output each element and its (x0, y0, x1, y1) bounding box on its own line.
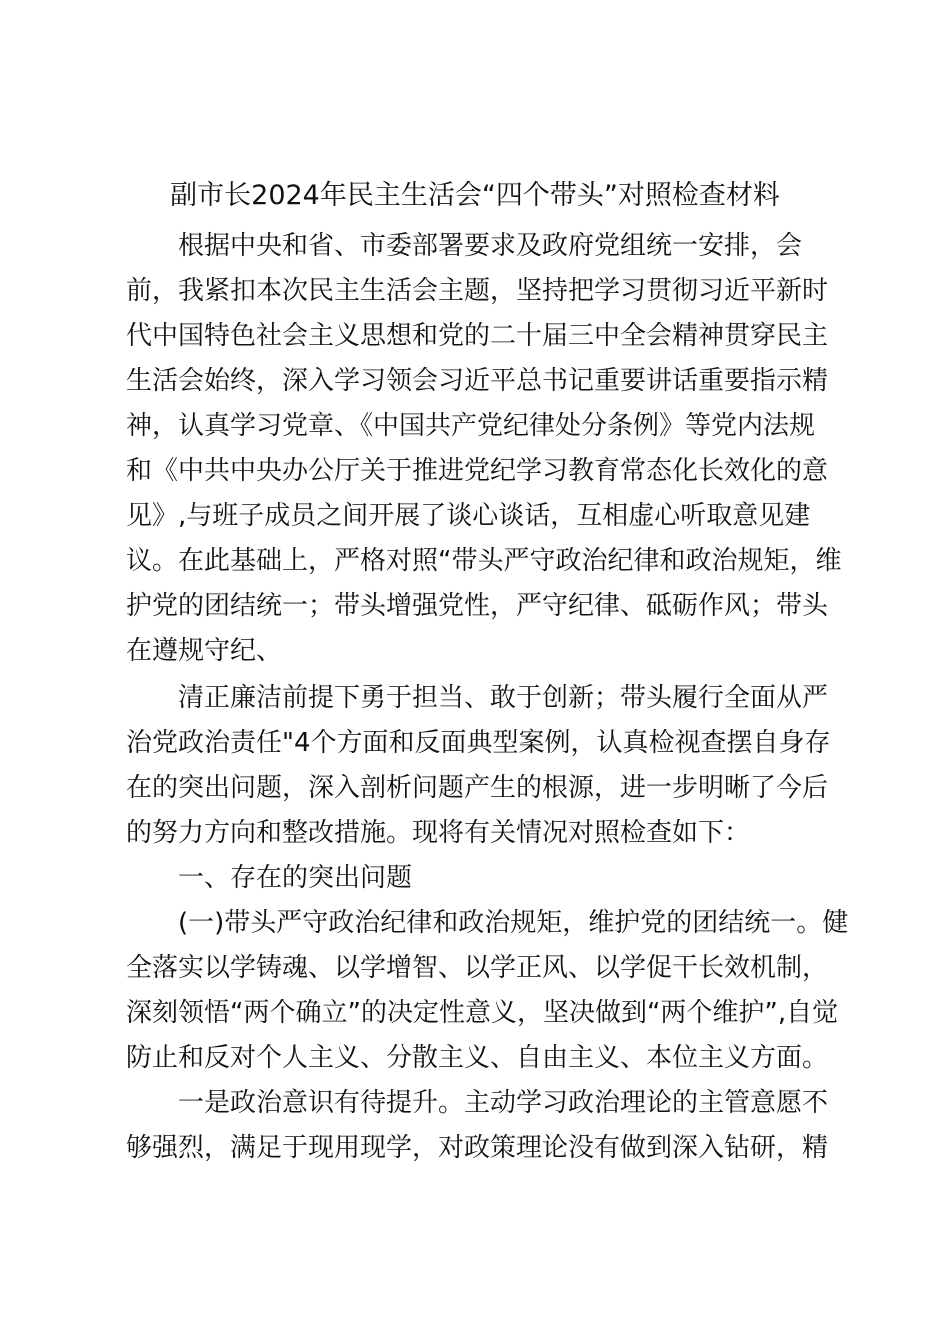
paragraph-1-line-1: 根据中央和省、市委部署要求及政府党组统一安排，会 (178, 231, 803, 261)
paragraph-1-line-8: 议。在此基础上，严格对照“带头严守政治纪律和政治规矩，维 (126, 546, 842, 576)
paragraph-2-line-3: 在的突出问题，深入剖析问题产生的根源，进一步明晰了今后 (126, 773, 829, 803)
paragraph-1-line-4: 生活会始终，深入学习领会习近平总书记重要讲话重要指示精 (126, 366, 829, 396)
paragraph-1-line-2: 前，我紧扣本次民主生活会主题，坚持把学习贯彻习近平新时 (126, 276, 829, 306)
paragraph-2-line-4: 的努力方向和整改措施。现将有关情况对照检查如下： (126, 818, 751, 848)
paragraph-1-line-5: 神，认真学习党章、《中国共产党纪律处分条例》等党内法规 (126, 411, 816, 441)
paragraph-2-line-2: 治党政治责任"4个方面和反面典型案例，认真检视查摆自身存 (126, 728, 831, 758)
paragraph-3-line-3: 深刻领悟“两个确立”的决定性意义，坚决做到“两个维护”,自觉 (126, 998, 839, 1028)
paragraph-4-line-2: 够强烈，满足于现用现学，对政策理论没有做到深入钻研，精 (126, 1133, 829, 1163)
paragraph-1-line-9: 护党的团结统一；带头增强党性，严守纪律、砥砺作风；带头 (126, 591, 829, 621)
paragraph-3-line-2: 全落实以学铸魂、以学增智、以学正风、以学促干长效机制， (126, 953, 829, 983)
paragraph-1-line-7: 见》,与班子成员之间开展了谈心谈话，互相虚心听取意见建 (126, 501, 811, 531)
paragraph-4-line-1: 一是政治意识有待提升。主动学习政治理论的主管意愿不 (178, 1088, 829, 1118)
paragraph-1-line-6: 和《中共中央办公厅关于推进党纪学习教育常态化长效化的意 (126, 456, 829, 486)
paragraph-1-line-3: 代中国特色社会主义思想和党的二十届三中全会精神贯穿民主 (126, 321, 829, 351)
paragraph-1-line-10: 在遵规守纪、 (126, 636, 283, 666)
paragraph-3-line-4: 防止和反对个人主义、分散主义、自由主义、本位主义方面。 (126, 1043, 829, 1073)
paragraph-2-line-1: 清正廉洁前提下勇于担当、敢于创新；带头履行全面从严 (178, 683, 829, 713)
section-heading: 一、存在的突出问题 (178, 863, 413, 893)
paragraph-3-line-1: (一)带头严守政治纪律和政治规矩，维护党的团结统一。健 (178, 908, 849, 938)
document-title: 副市长2024年民主生活会“四个带头”对照检查材料 (170, 180, 780, 211)
